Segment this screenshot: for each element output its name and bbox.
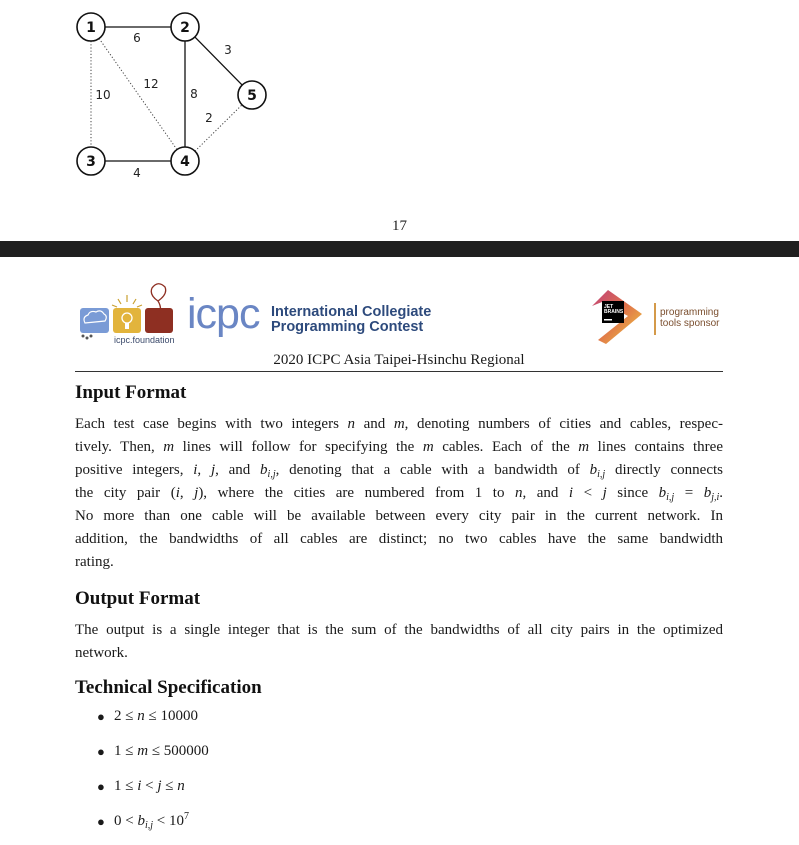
- graph-figure: [60, 0, 290, 190]
- math-subscript: i,j: [144, 820, 154, 831]
- node-label: 1: [86, 20, 96, 36]
- sponsor-line-2: tools sponsor: [660, 318, 720, 329]
- math-variable: m: [137, 743, 149, 759]
- header-rule: [75, 371, 723, 372]
- foundation-label: icpc.foundation: [114, 335, 175, 345]
- math-subscript: i,j: [267, 469, 276, 480]
- edge-weight-label: 6: [133, 31, 141, 45]
- math-subscript: j,i: [711, 492, 720, 503]
- paragraph-line: tively. Then, m lines will follow for specifying the m cables. Each of the m lines contains three: [75, 439, 723, 455]
- output-format-heading: Output Format: [75, 588, 201, 609]
- paragraph-line: rating.: [75, 554, 114, 570]
- paragraph-line: addition, the bandwidths of all cables are distinct; no two cables have the same bandwidth: [75, 531, 723, 547]
- bullet-icon: ●: [97, 779, 105, 794]
- math-variable: n: [137, 708, 145, 724]
- math-variable: b: [703, 485, 712, 501]
- paragraph-line: positive integers, i, j, and $b_{i,j}$, denoting that a cable with a bandwidth of $b_{i,j}$ directly connects: [75, 462, 723, 480]
- math-variable: b: [658, 485, 667, 501]
- math-variable: b: [589, 462, 598, 478]
- paragraph-line: the city pair (i, j), where the cities are numbered from 1 to n, and i < j since $b_{i,j} = b_{j,i}$.: [75, 485, 723, 503]
- org-line-2: Programming Contest: [271, 319, 424, 335]
- math-variable: j: [194, 485, 199, 501]
- balloon-tile-icon: [145, 284, 173, 333]
- spec-item: ● 1 ≤ i < j ≤ n: [97, 775, 209, 810]
- math-variable: m: [393, 416, 405, 432]
- edge-weight-label: 10: [95, 88, 111, 102]
- math-subscript: i,j: [666, 492, 675, 503]
- icpc-org-name: [271, 305, 431, 335]
- math-variable: i: [137, 778, 142, 794]
- graph-node-5: [238, 81, 266, 109]
- math-variable: m: [578, 439, 590, 455]
- graph-node-4: [171, 147, 199, 175]
- math-variable: j: [210, 462, 216, 478]
- output-format-body: [75, 619, 723, 665]
- spec-item: ● $0 < b_{i,j} < 10^7$: [97, 811, 189, 831]
- bullet-icon: ●: [97, 814, 105, 829]
- bullet-icon: ●: [97, 709, 105, 724]
- technical-spec-heading: Technical Specification: [75, 677, 262, 698]
- jetbrains-logo: [588, 288, 646, 348]
- cloud-tile-icon: [80, 308, 109, 340]
- node-label: 2: [180, 20, 190, 36]
- edge-1-4: [99, 38, 177, 149]
- edge-4-5: [195, 105, 242, 151]
- node-label: 5: [247, 88, 257, 104]
- input-format-body: [75, 413, 723, 574]
- math-variable: i: [193, 462, 198, 478]
- page-number: 17: [392, 218, 407, 234]
- sponsor-line-1: programming: [660, 307, 719, 318]
- math-variable: m: [163, 439, 175, 455]
- math-variable: n: [177, 778, 185, 794]
- node-label: 3: [86, 154, 96, 170]
- node-label: 4: [180, 154, 190, 170]
- math-variable: b: [260, 462, 268, 478]
- math-variable: i: [568, 485, 574, 501]
- spec-item: ● 2 ≤ n ≤ 10000: [97, 705, 209, 740]
- jetbrains-brand-text: JET: [604, 304, 614, 310]
- page-separator: [0, 241, 799, 257]
- spec-item: ● 1 ≤ m ≤ 500000: [97, 740, 209, 775]
- math-variable: i: [175, 485, 180, 501]
- edge-weight-label: 8: [190, 87, 198, 101]
- math-variable: n: [514, 485, 523, 501]
- math-variable: m: [422, 439, 434, 455]
- edge-weight-label: 3: [224, 43, 232, 57]
- input-format-heading: Input Format: [75, 382, 187, 403]
- math-variable: n: [347, 416, 355, 432]
- technical-spec-list: [97, 705, 209, 845]
- svg-text:BRAINS: BRAINS: [604, 309, 624, 315]
- graph-node-2: [171, 13, 199, 41]
- sponsor-divider: [654, 303, 656, 335]
- paragraph-line: No more than one cable will be available between every city pair in the current network. In: [75, 508, 723, 524]
- graph-node-3: [77, 147, 105, 175]
- paragraph-line: network.: [75, 645, 128, 661]
- math-variable: b: [137, 813, 145, 829]
- sponsor-label: [660, 307, 719, 329]
- org-line-1: International Collegiate: [271, 304, 432, 320]
- paragraph-line: Each test case begins with two integers n and m, denoting numbers of cities and cables, respec-: [75, 416, 723, 432]
- contest-title: 2020 ICPC Asia Taipei-Hsinchu Regional: [273, 352, 525, 368]
- math-subscript: i,j: [597, 469, 606, 480]
- edge-weight-label: 12: [143, 77, 159, 91]
- math-variable: j: [157, 778, 162, 794]
- lightbulb-tile-icon: [112, 295, 142, 333]
- math-variable: j: [602, 485, 607, 501]
- edge-2-5: [195, 37, 242, 85]
- bullet-icon: ●: [97, 744, 105, 759]
- edge-weight-label: 2: [205, 111, 213, 125]
- graph-node-1: [77, 13, 105, 41]
- icpc-logo-text: icpc: [187, 290, 260, 338]
- math-superscript: 7: [184, 811, 189, 822]
- edge-weight-label: 4: [133, 166, 141, 180]
- paragraph-line: The output is a single integer that is the sum of the bandwidths of all city pairs in the optimized: [75, 622, 723, 638]
